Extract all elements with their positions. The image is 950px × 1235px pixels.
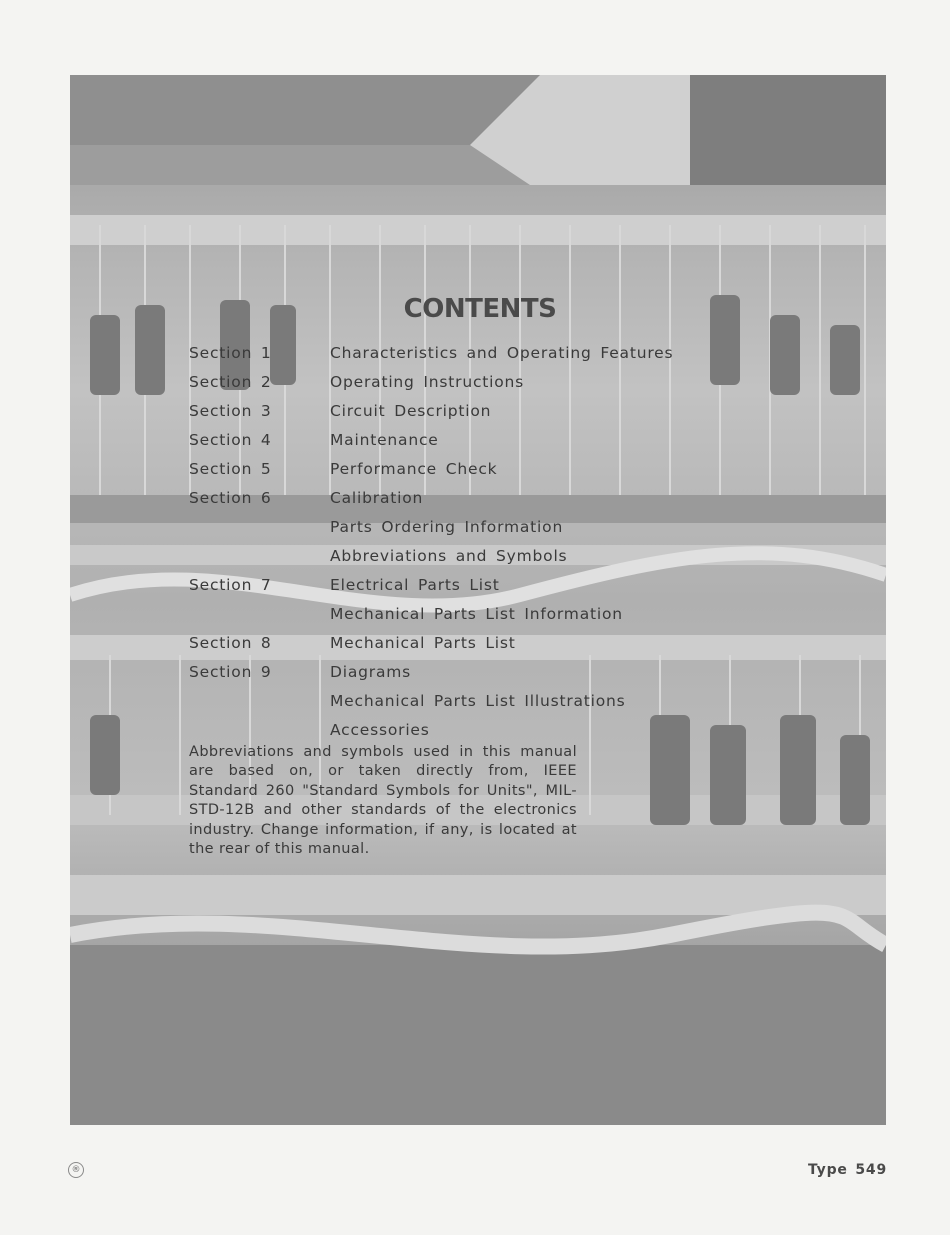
toc-section-label: Section 3 <box>189 402 272 420</box>
footer-model-label: Type 549 <box>807 1162 887 1178</box>
toc-item-title: Abbreviations and Symbols <box>330 547 568 565</box>
toc-section-label: Section 9 <box>189 663 272 681</box>
toc-item-title: Circuit Description <box>330 402 492 420</box>
page-title: CONTENTS <box>403 294 557 324</box>
toc-section-label: Section 7 <box>189 576 272 594</box>
toc-section-label: Section 4 <box>189 431 272 449</box>
toc-row <box>189 576 889 605</box>
toc-row <box>189 518 889 547</box>
toc-section-label: Section 2 <box>189 373 272 391</box>
toc-section-label: Section 6 <box>189 489 272 507</box>
toc-row <box>189 634 889 663</box>
toc-row <box>189 373 889 402</box>
toc-row <box>189 402 889 431</box>
toc-item-title: Characteristics and Operating Features <box>330 344 674 362</box>
toc-row <box>189 663 889 692</box>
toc-row <box>189 605 889 634</box>
toc-row <box>189 460 889 489</box>
toc-item-title: Mechanical Parts List Illustrations <box>330 692 626 710</box>
toc-item-title: Parts Ordering Information <box>330 518 564 536</box>
registered-mark: ® <box>68 1162 84 1178</box>
standards-note: Abbreviations and symbols used in this manual are based on, or taken directly from, IEEE Standard 260 "Standard Symbols for Units", MIL-STD-12B and other standards of the electronics industry. Change information, if any, is located at the rear of this manual. <box>189 744 577 858</box>
toc-item-title: Maintenance <box>330 431 439 449</box>
toc-item-title: Electrical Parts List <box>330 576 500 594</box>
toc-section-label: Section 8 <box>189 634 272 652</box>
toc-section-label: Section 1 <box>189 344 272 362</box>
toc-item-title: Performance Check <box>330 460 498 478</box>
toc-item-title: Operating Instructions <box>330 373 525 391</box>
toc-item-title: Mechanical Parts List Information <box>330 605 623 623</box>
toc-section-label: Section 5 <box>189 460 272 478</box>
toc-row <box>189 344 889 373</box>
toc-item-title: Mechanical Parts List <box>330 634 516 652</box>
toc-row <box>189 547 889 576</box>
toc-row <box>189 489 889 518</box>
toc-item-title: Calibration <box>330 489 424 507</box>
toc-item-title: Accessories <box>330 721 430 739</box>
toc-row <box>189 431 889 460</box>
toc-item-title: Diagrams <box>330 663 412 681</box>
toc-row <box>189 692 889 721</box>
